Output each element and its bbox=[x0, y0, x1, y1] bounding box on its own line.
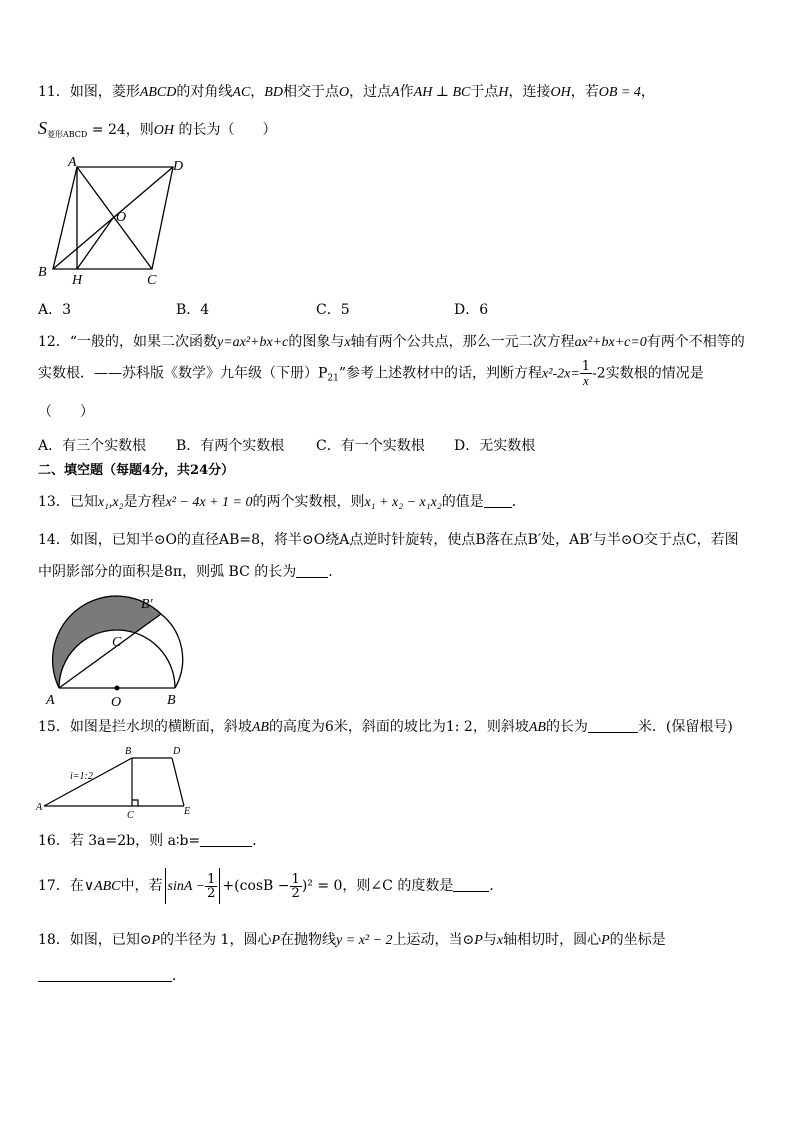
q14-label-A: A bbox=[46, 693, 55, 708]
q18-line2: ． bbox=[38, 966, 186, 986]
q14-label-C: C bbox=[112, 635, 122, 650]
q17-answer-blank[interactable] bbox=[453, 877, 489, 892]
q15-label-D: D bbox=[173, 746, 181, 757]
q15-answer-blank[interactable] bbox=[588, 718, 638, 733]
q15-label-A: A bbox=[36, 802, 43, 813]
q15-line: 15．如图是拦水坝的横断面，斜坡AB的高度为6米，斜面的坡比为1: 2，则斜坡AB的长为 米．(保留根号) bbox=[38, 719, 733, 735]
q11-option-a: A．3 bbox=[38, 302, 72, 318]
q14-label-Bprime: B′ bbox=[141, 597, 153, 612]
q11-label-H: H bbox=[72, 273, 83, 288]
q11-label-D: D bbox=[173, 159, 184, 174]
q15-slope-label: i=1:2 bbox=[70, 771, 93, 782]
q16-line: 16．若 3a=2b，则 a∶b= ． bbox=[38, 833, 267, 849]
q15-label-B: B bbox=[125, 746, 132, 757]
q12-line3: （ ） bbox=[38, 404, 94, 420]
q12-option-a: A．有三个实数根 bbox=[38, 438, 147, 454]
q14-line2: 中阴影部分的面积是8π，则弧 BC 的长为 ． bbox=[38, 564, 343, 580]
q15-dam-figure bbox=[30, 740, 210, 820]
q11-option-d: D．6 bbox=[454, 302, 489, 318]
q13-line: 13．已知x₁,x₂是方程x² − 4x + 1 = 0的两个实数根，则x₁ + x₂ − x₁x₂的值是 ． bbox=[38, 494, 526, 510]
q18-answer-blank[interactable] bbox=[38, 967, 172, 982]
q11-line2: $S_{菱形ABCD} = 24$，则OH 的长为（ ） bbox=[38, 118, 277, 139]
q11-options bbox=[38, 300, 488, 320]
q11-option-c: C．5 bbox=[316, 302, 350, 318]
q11-option-b: B．4 bbox=[176, 302, 210, 318]
q12-line2: 实数根．——苏科版《数学》九年级（下册）$P_{21}$”参考上述教材中的话，判断方程x²-2x= $\frac{1}{x}$ -2实数根的情况是 bbox=[38, 359, 704, 388]
q11-label-O: O bbox=[116, 210, 127, 225]
q18-line1: 18．如图，已知⊙P的半径为 1，圆心P在抛物线y = x² − 2上运动，当⊙P与x轴相切时，圆心P的坐标是 bbox=[38, 932, 666, 948]
q14-label-O: O bbox=[111, 695, 122, 710]
q11-rhombus-figure bbox=[30, 150, 190, 290]
q16-answer-blank[interactable] bbox=[200, 832, 252, 847]
q13-answer-blank[interactable] bbox=[484, 493, 512, 508]
section-title: 二、填空题（每题4分，共24分） bbox=[38, 463, 235, 478]
q14-label-B: B bbox=[167, 693, 176, 708]
q12-line1: 12．“一般的，如果二次函数y=ax²+bx+c的图象与x轴有两个公共点，那么一元二次方程ax²+bx+c=0有两个不相等的 bbox=[38, 334, 745, 350]
q11-line1: 11．如图，菱形ABCD的对角线AC，BD相交于点O，过点A作AH ⊥ BC于点H，连接OH，若OB = 4， bbox=[38, 84, 655, 100]
q15-label-E: E bbox=[184, 806, 191, 817]
q17-line: 17．在∨ABC中，若 sinA − $\frac{1}{2}$ +(cosB − $\frac{1}{2}$ )² = 0，则∠C 的度数是 ． bbox=[38, 866, 503, 907]
q11-label-A: A bbox=[68, 155, 77, 170]
q12-option-c: C．有一个实数根 bbox=[316, 438, 425, 454]
q15-label-C: C bbox=[127, 810, 134, 820]
q11-label-C: C bbox=[147, 273, 157, 288]
q14-line1: 14．如图，已知半⊙O的直径AB=8，将半⊙O绕A点逆时针旋转，使点B落在点B′处，AB′与半⊙O交于点C，若图 bbox=[38, 532, 739, 548]
q11-label-B: B bbox=[38, 265, 47, 280]
q12-options bbox=[38, 436, 535, 456]
q14-answer-blank[interactable] bbox=[296, 563, 328, 578]
q12-option-b: B．有两个实数根 bbox=[176, 438, 285, 454]
q14-semicircle-figure bbox=[35, 590, 195, 710]
q12-option-d: D．无实数根 bbox=[454, 438, 536, 454]
